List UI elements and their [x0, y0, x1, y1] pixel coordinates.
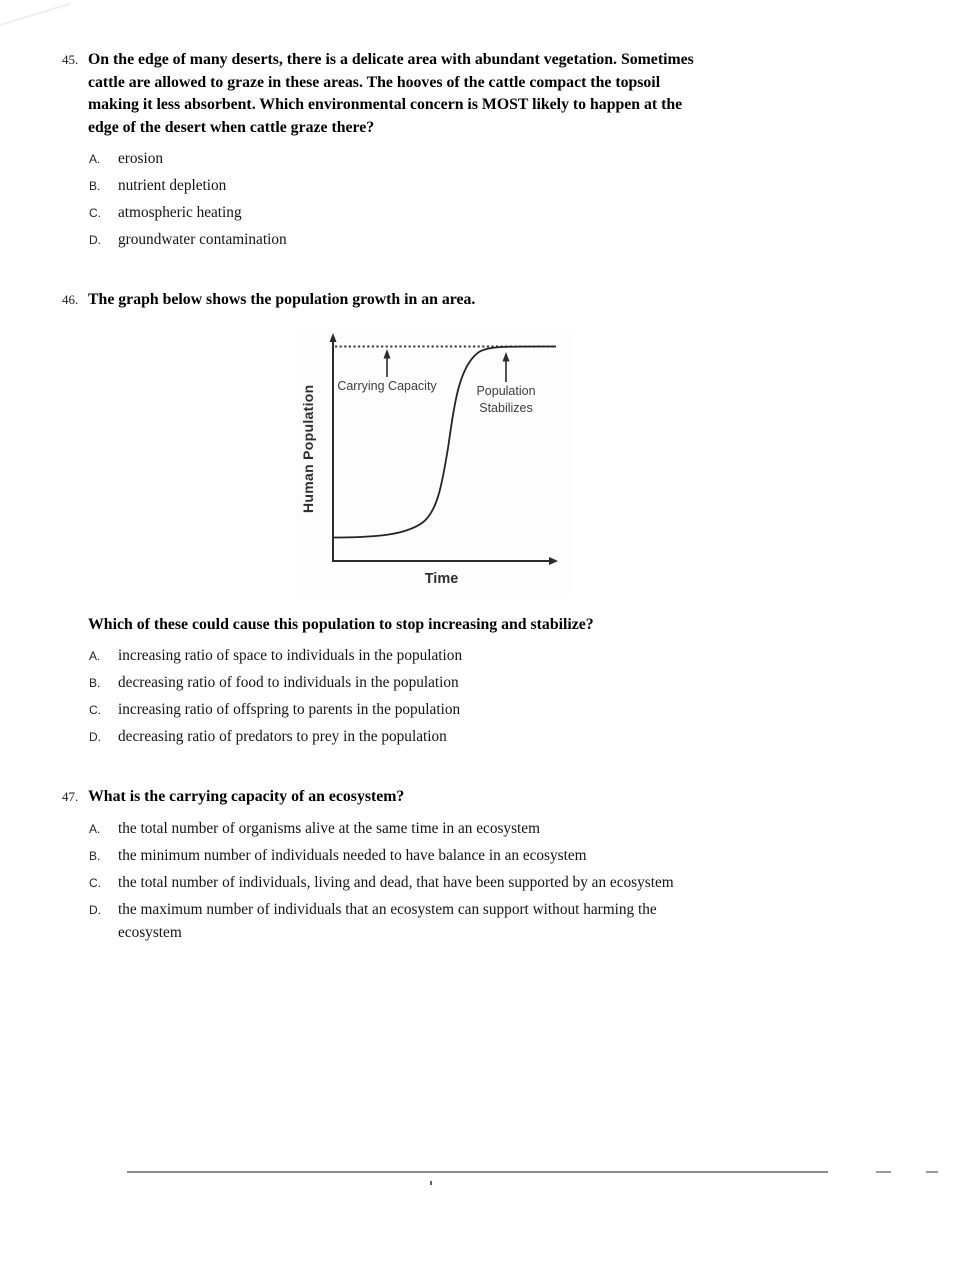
population-growth-graph: [296, 330, 572, 593]
x-axis-arrow-icon: [549, 557, 558, 565]
prompt-line: edge of the desert when cattle graze there?: [88, 118, 375, 136]
prompt-line: making it less absorbent. Which environmental concern is MOST likely to happen at the: [88, 96, 683, 113]
question-46-sub-prompt: Which of these could cause this population to stop increasing and stabilize?: [88, 616, 594, 633]
carrying-capacity-arrowhead-icon: [384, 349, 391, 359]
option-text: increasing ratio of space to individuals in the population: [118, 647, 463, 664]
option-45-c: [89, 202, 979, 225]
footer-dash: [926, 1171, 938, 1173]
option-text: atmospheric heating: [118, 204, 242, 221]
footer-speck: [430, 1181, 432, 1185]
option-letter: D.: [89, 233, 101, 247]
option-letter: C.: [89, 876, 101, 890]
population-growth-curve: [333, 346, 556, 537]
x-axis-label: Time: [424, 571, 459, 587]
option-letter: C.: [89, 206, 101, 220]
y-axis-label: Human Population: [300, 384, 316, 514]
option-46-d: [89, 726, 979, 749]
option-letter: A.: [89, 152, 101, 166]
option-letter: D.: [89, 730, 101, 744]
question-46-options: [89, 645, 979, 749]
question-47-number: 47.: [62, 789, 79, 804]
population-stabilizes-label: Population Stabilizes: [476, 384, 536, 415]
option-text: the total number of organisms alive at the same time in an ecosystem: [118, 820, 540, 837]
option-text: erosion: [118, 150, 164, 167]
option-text: the total number of individuals, living and dead, that have been supported by an ecosystem: [118, 874, 674, 891]
question-46-number: 46.: [62, 291, 79, 307]
option-letter: B.: [89, 179, 101, 193]
question-45-number: 45.: [62, 52, 79, 67]
option-46-b: [89, 672, 979, 695]
option-text: groundwater contamination: [118, 231, 287, 248]
footer-dash: [876, 1171, 891, 1173]
question-47-options: [89, 818, 979, 944]
option-45-a: [89, 148, 979, 171]
option-letter: C.: [89, 703, 101, 717]
option-text: the minimum number of individuals needed to have balance in an ecosystem: [118, 847, 587, 864]
option-letter: D.: [89, 903, 101, 917]
prompt-line: On the edge of many deserts, there is a delicate area with abundant vegetation. Sometimes: [88, 51, 694, 68]
spacer: [62, 614, 88, 637]
prompt-line: cattle are allowed to graze in these areas. The hooves of the cattle compact the topsoil: [88, 73, 661, 91]
option-text: increasing ratio of offspring to parents in the population: [118, 701, 461, 718]
question-45-prompt: [88, 49, 793, 139]
option-46-c: [89, 699, 979, 722]
graph-canvas: [296, 330, 572, 593]
population-stabilizes-arrowhead-icon: [503, 352, 510, 362]
option-text: decreasing ratio of predators to prey in the population: [118, 728, 447, 745]
option-47-c: [89, 872, 979, 895]
footer-rule: [127, 1171, 828, 1173]
carrying-capacity-label: Carrying Capacity: [337, 379, 437, 393]
option-47-d: [89, 899, 979, 944]
option-47-b: [89, 845, 979, 868]
option-45-d: [89, 229, 979, 252]
question-47: [0, 786, 979, 944]
option-letter: B.: [89, 676, 101, 690]
question-46-prompt: The graph below shows the population growth in an area.: [88, 290, 476, 308]
option-47-a: [89, 818, 979, 841]
option-text: decreasing ratio of food to individuals in the population: [118, 674, 459, 691]
option-text: nutrient depletion: [118, 177, 227, 194]
option-46-a: [89, 645, 979, 668]
option-45-b: [89, 175, 979, 198]
y-axis-arrow-icon: [330, 333, 337, 342]
question-45: [0, 49, 979, 252]
option-text: the maximum number of individuals that an ecosystem can support without harming the ecosystem: [118, 901, 657, 941]
question-47-prompt: What is the carrying capacity of an ecosystem?: [88, 788, 405, 805]
question-45-options: [89, 148, 979, 252]
option-letter: A.: [89, 822, 101, 836]
option-letter: A.: [89, 649, 101, 663]
option-letter: B.: [89, 849, 101, 863]
question-46: [0, 289, 979, 749]
